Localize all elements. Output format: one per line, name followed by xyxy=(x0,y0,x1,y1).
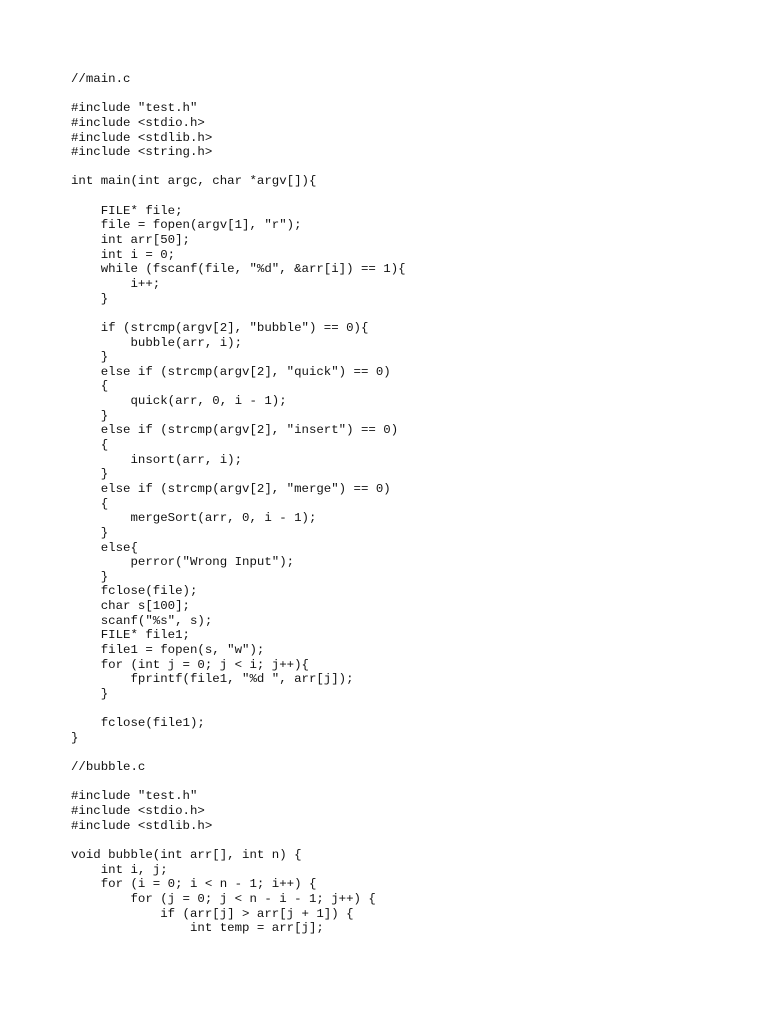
code-line: fprintf(file1, "%d ", arr[j]); xyxy=(71,672,354,687)
code-line: else{ xyxy=(71,540,138,555)
code-line: FILE* file1; xyxy=(71,628,190,643)
code-line: file1 = fopen(s, "w"); xyxy=(71,642,265,657)
code-line: fclose(file); xyxy=(71,584,198,599)
code-line: int i = 0; xyxy=(71,247,176,262)
code-line: perror("Wrong Input"); xyxy=(71,555,295,570)
code-line: } xyxy=(71,408,109,423)
blank-line xyxy=(71,87,406,102)
blank-line xyxy=(71,833,406,848)
code-line: else if (strcmp(argv[2], "insert") == 0) xyxy=(71,423,399,438)
code-line: i++; xyxy=(71,276,161,291)
code-line: for (j = 0; j < n - i - 1; j++) { xyxy=(71,891,376,906)
code-line: fclose(file1); xyxy=(71,716,205,731)
code-line: { xyxy=(71,379,109,394)
blank-line xyxy=(71,745,406,760)
blank-line xyxy=(71,160,406,175)
code-line: while (fscanf(file, "%d", &arr[i]) == 1){ xyxy=(71,262,406,277)
code-line: } xyxy=(71,291,109,306)
code-line: } xyxy=(71,525,109,540)
code-line: #include <stdio.h> xyxy=(71,115,205,130)
code-line: int i, j; xyxy=(71,862,168,877)
code-line: quick(arr, 0, i - 1); xyxy=(71,394,287,409)
code-line: { xyxy=(71,438,109,453)
code-line: //main.c xyxy=(71,72,131,86)
code-line: #include "test.h" xyxy=(71,101,198,116)
code-line: #include <string.h> xyxy=(71,145,213,160)
code-line: #include <stdio.h> xyxy=(71,804,205,819)
code-line: //bubble.c xyxy=(71,760,146,775)
blank-line xyxy=(71,306,406,321)
code-line: mergeSort(arr, 0, i - 1); xyxy=(71,511,317,526)
code-line: #include "test.h" xyxy=(71,789,198,804)
code-line: #include <stdlib.h> xyxy=(71,130,213,145)
blank-line xyxy=(71,775,406,790)
code-line: for (int j = 0; j < i; j++){ xyxy=(71,657,309,672)
code-line: else if (strcmp(argv[2], "merge") == 0) xyxy=(71,481,391,496)
code-line: int arr[50]; xyxy=(71,233,190,248)
code-line: scanf("%s", s); xyxy=(71,613,213,628)
code-line: void bubble(int arr[], int n) { xyxy=(71,847,302,862)
code-line: int main(int argc, char *argv[]){ xyxy=(71,174,317,189)
code-line: } xyxy=(71,730,79,745)
blank-line xyxy=(71,189,406,204)
code-line: } xyxy=(71,569,109,584)
code-line: FILE* file; xyxy=(71,203,183,218)
code-listing xyxy=(71,72,406,936)
code-line: } xyxy=(71,686,109,701)
code-line: int temp = arr[j]; xyxy=(71,921,324,936)
code-line: #include <stdlib.h> xyxy=(71,818,213,833)
blank-line xyxy=(71,702,406,717)
code-line: else if (strcmp(argv[2], "quick") == 0) xyxy=(71,364,391,379)
code-line: for (i = 0; i < n - 1; i++) { xyxy=(71,877,317,892)
code-line: char s[100]; xyxy=(71,599,190,614)
code-line: insort(arr, i); xyxy=(71,452,243,467)
code-line: } xyxy=(71,350,109,365)
code-line: if (strcmp(argv[2], "bubble") == 0){ xyxy=(71,320,369,335)
code-line: bubble(arr, i); xyxy=(71,335,243,350)
code-line: { xyxy=(71,496,109,511)
code-line: file = fopen(argv[1], "r"); xyxy=(71,218,302,233)
code-line: if (arr[j] > arr[j + 1]) { xyxy=(71,906,354,921)
code-line: } xyxy=(71,467,109,482)
